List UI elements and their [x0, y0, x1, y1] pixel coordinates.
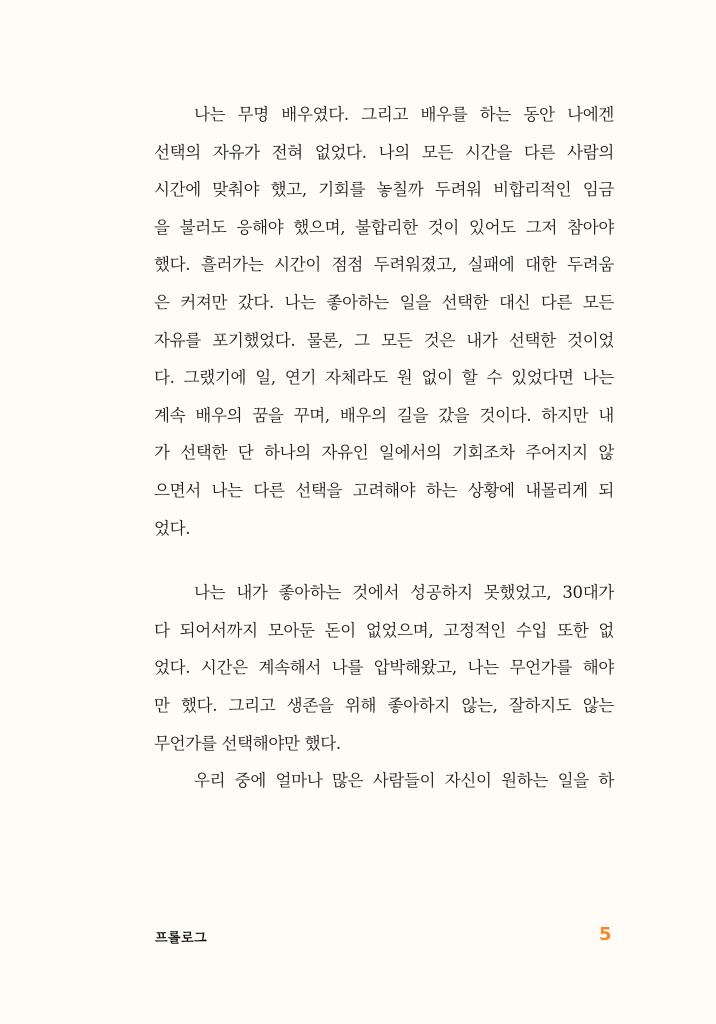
text-line: 시간에 맞춰야 했고, 기회를 놓칠까 두려워 비합리적인 임금 — [154, 180, 614, 200]
paragraph-1 — [154, 96, 614, 547]
paragraph-2 — [154, 574, 614, 762]
text-line: 다. 그랬기에 일, 연기 자체라도 원 없이 할 수 있었다면 나는 — [154, 368, 614, 388]
text-line: 우리 중에 얼마나 많은 사람들이 자신이 원하는 일을 하 — [194, 771, 614, 791]
text-line: 다 되어서까지 모아둔 돈이 없었으며, 고정적인 수입 또한 없 — [154, 620, 614, 640]
footer-chapter-title: 프롤로그 — [155, 931, 208, 946]
text-line: 었다. — [154, 518, 191, 538]
text-line: 가 선택한 단 하나의 자유인 일에서의 기회조차 주어지지 않 — [154, 443, 614, 463]
text-line: 을 불러도 응해야 했으며, 불합리한 것이 있어도 그저 참아야 — [154, 217, 614, 237]
page-body — [154, 96, 614, 800]
page-number: 5 — [599, 924, 612, 945]
text-line: 만 했다. 그리고 생존을 위해 좋아하지 않는, 잘하지도 않는 — [154, 695, 614, 715]
paragraph-3 — [154, 762, 614, 800]
text-line: 했다. 흘러가는 시간이 점점 두려워졌고, 실패에 대한 두려움 — [154, 255, 614, 275]
text-line: 자유를 포기했었다. 물론, 그 모든 것은 내가 선택한 것이었 — [154, 330, 614, 350]
text-line: 으면서 나는 다른 선택을 고려해야 하는 상황에 내몰리게 되 — [154, 480, 614, 500]
text-line: 었다. 시간은 계속해서 나를 압박해왔고, 나는 무언가를 해야 — [154, 658, 614, 678]
text-line: 나는 내가 좋아하는 것에서 성공하지 못했었고, 30대가 — [194, 583, 614, 603]
text-line: 은 커져만 갔다. 나는 좋아하는 일을 선택한 대신 다른 모든 — [154, 292, 614, 312]
paragraph-gap — [154, 547, 614, 574]
text-line: 무언가를 선택해야만 했다. — [154, 733, 341, 753]
text-line: 계속 배우의 꿈을 꾸며, 배우의 길을 갔을 것이다. 하지만 내 — [154, 405, 614, 425]
text-line: 나는 무명 배우였다. 그리고 배우를 하는 동안 나에겐 — [194, 105, 614, 124]
text-line: 선택의 자유가 전혀 없었다. 나의 모든 시간을 다른 사람의 — [154, 142, 614, 162]
